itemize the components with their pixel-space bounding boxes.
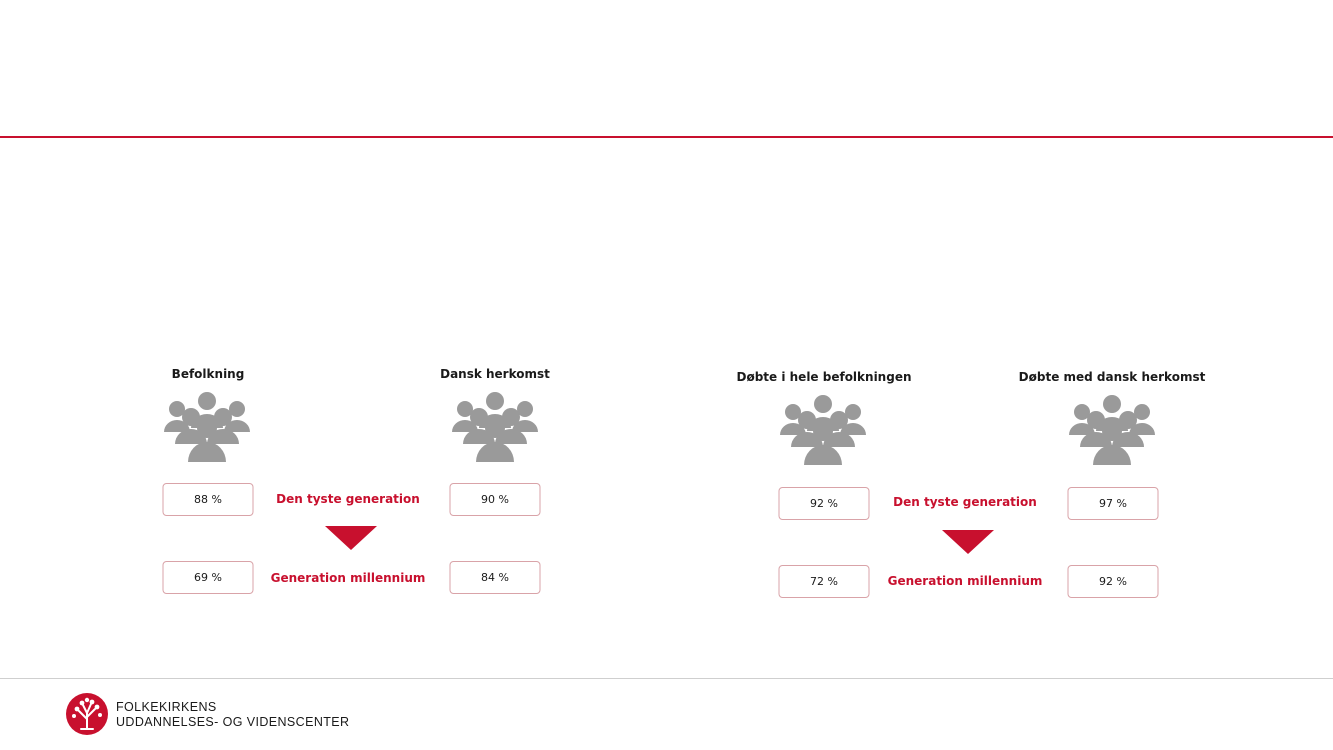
column-title-befolkning: Befolkning — [171, 367, 245, 381]
value-box-dansk-tyste: 90 % — [450, 483, 541, 516]
arrow-down-icon — [942, 530, 994, 554]
value-box-dobte-dansk-tyste: 97 % — [1068, 487, 1159, 520]
label-generation-millennium: Generation millennium — [270, 571, 426, 585]
column-title-dobte-dansk: Døbte med dansk herkomst — [1018, 370, 1206, 384]
people-group-icon — [777, 395, 869, 465]
tree-logo-icon — [66, 693, 108, 735]
top-divider — [0, 136, 1333, 138]
label-den-tyste-generation: Den tyste generation — [893, 495, 1037, 509]
organization-name — [116, 700, 349, 730]
bottom-divider — [0, 678, 1333, 679]
people-group-icon — [161, 392, 253, 462]
value-box-befolkning-tyste: 88 % — [163, 483, 254, 516]
arrow-down-icon — [325, 526, 377, 550]
value-box-dansk-millennium: 84 % — [450, 561, 541, 594]
organization-name-line2: UDDANNELSES- OG VIDENSCENTER — [116, 715, 350, 729]
column-title-dobte-hele: Døbte i hele befolkningen — [736, 370, 912, 384]
organization-name-line1: FOLKEKIRKENS — [116, 700, 217, 714]
people-group-icon — [449, 392, 541, 462]
value-box-dobte-hele-tyste: 92 % — [779, 487, 870, 520]
value-box-befolkning-millennium: 69 % — [163, 561, 254, 594]
label-den-tyste-generation: Den tyste generation — [276, 492, 420, 506]
people-group-icon — [1066, 395, 1158, 465]
label-generation-millennium: Generation millennium — [887, 574, 1043, 588]
column-title-dansk-herkomst: Dansk herkomst — [440, 367, 550, 381]
value-box-dobte-hele-millennium: 72 % — [779, 565, 870, 598]
value-box-dobte-dansk-millennium: 92 % — [1068, 565, 1159, 598]
